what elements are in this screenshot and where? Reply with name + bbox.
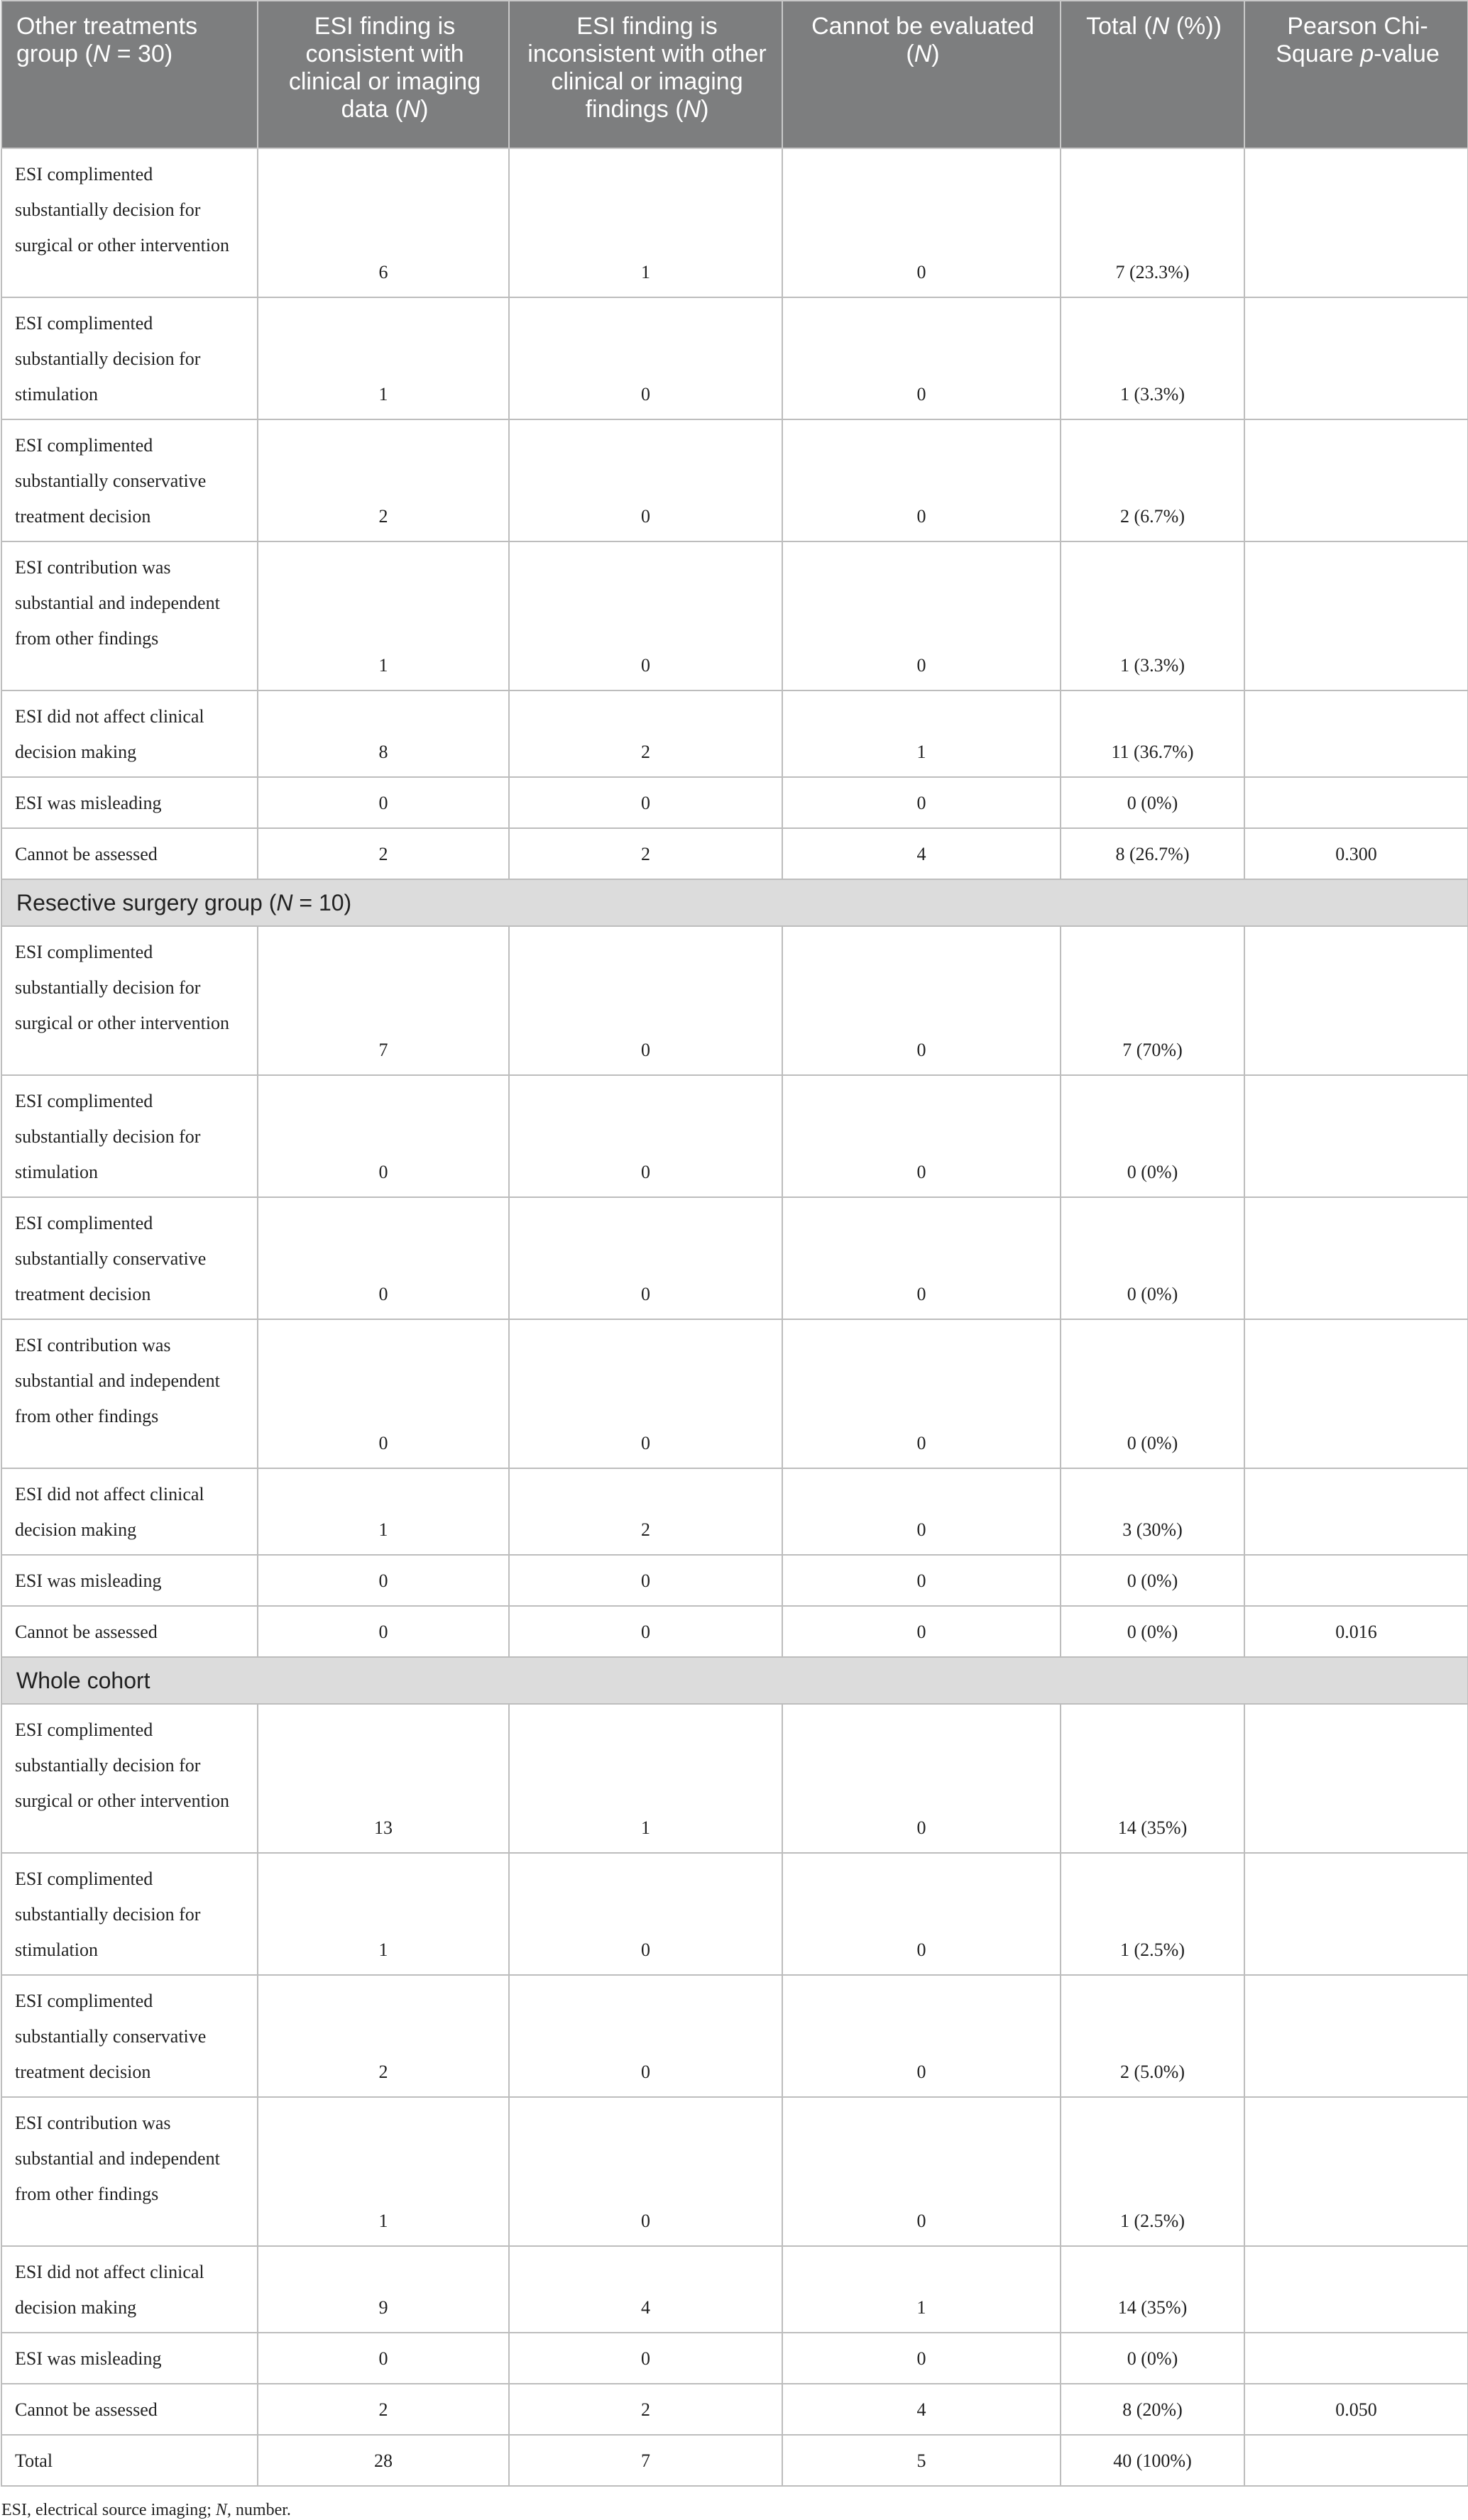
table-row: [1, 2384, 1468, 2435]
cell-inconsistent: 0: [509, 419, 782, 541]
cell-p: [1244, 690, 1468, 777]
cell-total: 0 (0%): [1061, 1606, 1244, 1657]
cell-total: 1 (3.3%): [1061, 297, 1244, 419]
cell-consistent: 1: [258, 541, 509, 690]
row-label: Cannot be assessed: [1, 828, 258, 879]
table-row: [1, 926, 1468, 1075]
cell-inconsistent: 0: [509, 1075, 782, 1197]
cell-total: 2 (6.7%): [1061, 419, 1244, 541]
row-label: ESI did not affect clinical decision making: [1, 690, 258, 777]
cell-p: [1244, 2333, 1468, 2384]
header-inconsistent: ESI finding is inconsistent with other clinical or imaging findings (N): [509, 1, 782, 148]
cell-consistent: 9: [258, 2246, 509, 2333]
row-label: ESI was misleading: [1, 2333, 258, 2384]
table-row: [1, 1468, 1468, 1555]
cell-inconsistent: 0: [509, 297, 782, 419]
cell-consistent: 7: [258, 926, 509, 1075]
row-label: ESI complimented substantially decision for surgical or other intervention: [1, 926, 258, 1075]
row-label: ESI complimented substantially decision for surgical or other intervention: [1, 1704, 258, 1853]
row-label: ESI contribution was substantial and independent from other findings: [1, 1319, 258, 1468]
table-row: [1, 828, 1468, 879]
cell-consistent: 6: [258, 148, 509, 297]
table-row: [1, 541, 1468, 690]
cell-total: 0 (0%): [1061, 1197, 1244, 1319]
cell-inconsistent: 4: [509, 2246, 782, 2333]
header-row: [1, 1, 1468, 148]
cell-total: 3 (30%): [1061, 1468, 1244, 1555]
cell-consistent: 0: [258, 1555, 509, 1606]
cell-consistent: 1: [258, 297, 509, 419]
cell-consistent: 2: [258, 419, 509, 541]
row-label: ESI complimented substantially decision for stimulation: [1, 1075, 258, 1197]
group-other-treatments-body: [1, 148, 1468, 879]
cell-inconsistent: 0: [509, 541, 782, 690]
cell-total: 0 (0%): [1061, 1319, 1244, 1468]
cell-total: 14 (35%): [1061, 2246, 1244, 2333]
group-row-resective: [1, 879, 1468, 926]
cell-cannot: 0: [782, 1704, 1061, 1853]
cell-consistent: 2: [258, 2384, 509, 2435]
cell-p: 0.050: [1244, 2384, 1468, 2435]
cell-p: [1244, 2435, 1468, 2486]
row-label: ESI contribution was substantial and independent from other findings: [1, 541, 258, 690]
table-row: [1, 148, 1468, 297]
cell-cannot: 0: [782, 1075, 1061, 1197]
cell-inconsistent: 0: [509, 926, 782, 1075]
table-row: [1, 1197, 1468, 1319]
cell-total: 8 (26.7%): [1061, 828, 1244, 879]
cell-inconsistent: 0: [509, 1319, 782, 1468]
cell-inconsistent: 0: [509, 1555, 782, 1606]
cell-inconsistent: 0: [509, 1606, 782, 1657]
row-label: ESI did not affect clinical decision making: [1, 1468, 258, 1555]
cell-consistent: 0: [258, 2333, 509, 2384]
cell-cannot: 0: [782, 148, 1061, 297]
cell-cannot: 0: [782, 1468, 1061, 1555]
cell-cannot: 5: [782, 2435, 1061, 2486]
cell-cannot: 0: [782, 1606, 1061, 1657]
cell-p: [1244, 148, 1468, 297]
cell-total: 1 (2.5%): [1061, 1853, 1244, 1975]
results-table: [1, 0, 1468, 2487]
cell-consistent: 0: [258, 777, 509, 828]
row-label: ESI complimented substantially decision for surgical or other intervention: [1, 148, 258, 297]
cell-p: [1244, 1197, 1468, 1319]
cell-p: 0.016: [1244, 1606, 1468, 1657]
cell-inconsistent: 0: [509, 1975, 782, 2097]
cell-consistent: 1: [258, 1468, 509, 1555]
group-resective-body: [1, 926, 1468, 1657]
cell-cannot: 1: [782, 690, 1061, 777]
cell-cannot: 0: [782, 1975, 1061, 2097]
cell-inconsistent: 2: [509, 690, 782, 777]
cell-inconsistent: 2: [509, 1468, 782, 1555]
cell-total: 14 (35%): [1061, 1704, 1244, 1853]
row-label: Cannot be assessed: [1, 1606, 258, 1657]
cell-p: [1244, 1468, 1468, 1555]
cell-consistent: 2: [258, 828, 509, 879]
row-label: ESI did not affect clinical decision making: [1, 2246, 258, 2333]
cell-cannot: 0: [782, 541, 1061, 690]
cell-cannot: 0: [782, 297, 1061, 419]
table-row: [1, 2435, 1468, 2486]
group-resective-header: [1, 879, 1468, 926]
table-row: [1, 1704, 1468, 1853]
table-footnote: ESI, electrical source imaging; N, number.: [1, 2501, 291, 2519]
cell-cannot: 0: [782, 777, 1061, 828]
row-label: ESI was misleading: [1, 777, 258, 828]
group-row-whole-cohort: [1, 1657, 1468, 1704]
table-row: [1, 2097, 1468, 2246]
table-row: [1, 419, 1468, 541]
cell-inconsistent: 0: [509, 777, 782, 828]
table-row: [1, 1975, 1468, 2097]
cell-total: 0 (0%): [1061, 2333, 1244, 2384]
table-row: [1, 297, 1468, 419]
cell-p: [1244, 419, 1468, 541]
cell-p: [1244, 1853, 1468, 1975]
cell-consistent: 0: [258, 1075, 509, 1197]
cell-p: [1244, 926, 1468, 1075]
cell-cannot: 0: [782, 1853, 1061, 1975]
row-label: ESI complimented substantially decision for stimulation: [1, 1853, 258, 1975]
cell-p: [1244, 1704, 1468, 1853]
table-row: [1, 2246, 1468, 2333]
cell-inconsistent: 1: [509, 148, 782, 297]
table-row: [1, 1853, 1468, 1975]
cell-cannot: 4: [782, 828, 1061, 879]
row-label: ESI contribution was substantial and independent from other findings: [1, 2097, 258, 2246]
header-cannot-evaluate: Cannot be evaluated (N): [782, 1, 1061, 148]
row-label: ESI was misleading: [1, 1555, 258, 1606]
cell-inconsistent: 2: [509, 2384, 782, 2435]
header-total: Total (N (%)): [1061, 1, 1244, 148]
cell-total: 7 (23.3%): [1061, 148, 1244, 297]
cell-consistent: 1: [258, 1853, 509, 1975]
cell-total: 1 (3.3%): [1061, 541, 1244, 690]
cell-total: 11 (36.7%): [1061, 690, 1244, 777]
table-row: [1, 1555, 1468, 1606]
cell-cannot: 0: [782, 2097, 1061, 2246]
row-label: Cannot be assessed: [1, 2384, 258, 2435]
cell-total: 1 (2.5%): [1061, 2097, 1244, 2246]
cell-cannot: 0: [782, 419, 1061, 541]
cell-p: [1244, 2246, 1468, 2333]
cell-consistent: 8: [258, 690, 509, 777]
cell-total: 0 (0%): [1061, 1555, 1244, 1606]
cell-consistent: 0: [258, 1197, 509, 1319]
group-title-whole-cohort: Whole cohort: [1, 1657, 1468, 1704]
cell-consistent: 0: [258, 1319, 509, 1468]
table-row: [1, 690, 1468, 777]
cell-inconsistent: 0: [509, 1853, 782, 1975]
row-label: ESI complimented substantially conservative treatment decision: [1, 1975, 258, 2097]
cell-total: 40 (100%): [1061, 2435, 1244, 2486]
row-label: ESI complimented substantially conservative treatment decision: [1, 1197, 258, 1319]
table-row: [1, 1075, 1468, 1197]
cell-consistent: 28: [258, 2435, 509, 2486]
cell-inconsistent: 1: [509, 1704, 782, 1853]
cell-p: [1244, 1555, 1468, 1606]
cell-inconsistent: 0: [509, 1197, 782, 1319]
group-whole-header: [1, 1657, 1468, 1704]
cell-p: [1244, 297, 1468, 419]
header-consistent: ESI finding is consistent with clinical or imaging data (N): [258, 1, 509, 148]
cell-p: [1244, 1975, 1468, 2097]
cell-cannot: 0: [782, 1319, 1061, 1468]
cell-p: [1244, 1075, 1468, 1197]
cell-total: 2 (5.0%): [1061, 1975, 1244, 2097]
cell-total: 0 (0%): [1061, 1075, 1244, 1197]
table-row: [1, 1606, 1468, 1657]
cell-p: 0.300: [1244, 828, 1468, 879]
row-label: Total: [1, 2435, 258, 2486]
cell-cannot: 4: [782, 2384, 1061, 2435]
cell-cannot: 0: [782, 1555, 1061, 1606]
cell-consistent: 13: [258, 1704, 509, 1853]
cell-cannot: 0: [782, 2333, 1061, 2384]
cell-consistent: 1: [258, 2097, 509, 2246]
table-row: [1, 2333, 1468, 2384]
header-group-other-treatments: Other treatments group (N = 30): [1, 1, 258, 148]
cell-p: [1244, 777, 1468, 828]
table-row: [1, 1319, 1468, 1468]
cell-cannot: 0: [782, 926, 1061, 1075]
cell-inconsistent: 2: [509, 828, 782, 879]
cell-consistent: 2: [258, 1975, 509, 2097]
cell-cannot: 0: [782, 1197, 1061, 1319]
cell-inconsistent: 0: [509, 2333, 782, 2384]
cell-total: 0 (0%): [1061, 777, 1244, 828]
cell-inconsistent: 0: [509, 2097, 782, 2246]
cell-p: [1244, 541, 1468, 690]
cell-inconsistent: 7: [509, 2435, 782, 2486]
group-title-resective: Resective surgery group (N = 10): [1, 879, 1468, 926]
table-row: [1, 777, 1468, 828]
group-whole-body: [1, 1704, 1468, 2486]
cell-cannot: 1: [782, 2246, 1061, 2333]
row-label: ESI complimented substantially decision for stimulation: [1, 297, 258, 419]
cell-total: 8 (20%): [1061, 2384, 1244, 2435]
row-label: ESI complimented substantially conservative treatment decision: [1, 419, 258, 541]
header-pearson-p: Pearson Chi-Square p-value: [1244, 1, 1468, 148]
cell-p: [1244, 2097, 1468, 2246]
cell-consistent: 0: [258, 1606, 509, 1657]
cell-total: 7 (70%): [1061, 926, 1244, 1075]
cell-p: [1244, 1319, 1468, 1468]
